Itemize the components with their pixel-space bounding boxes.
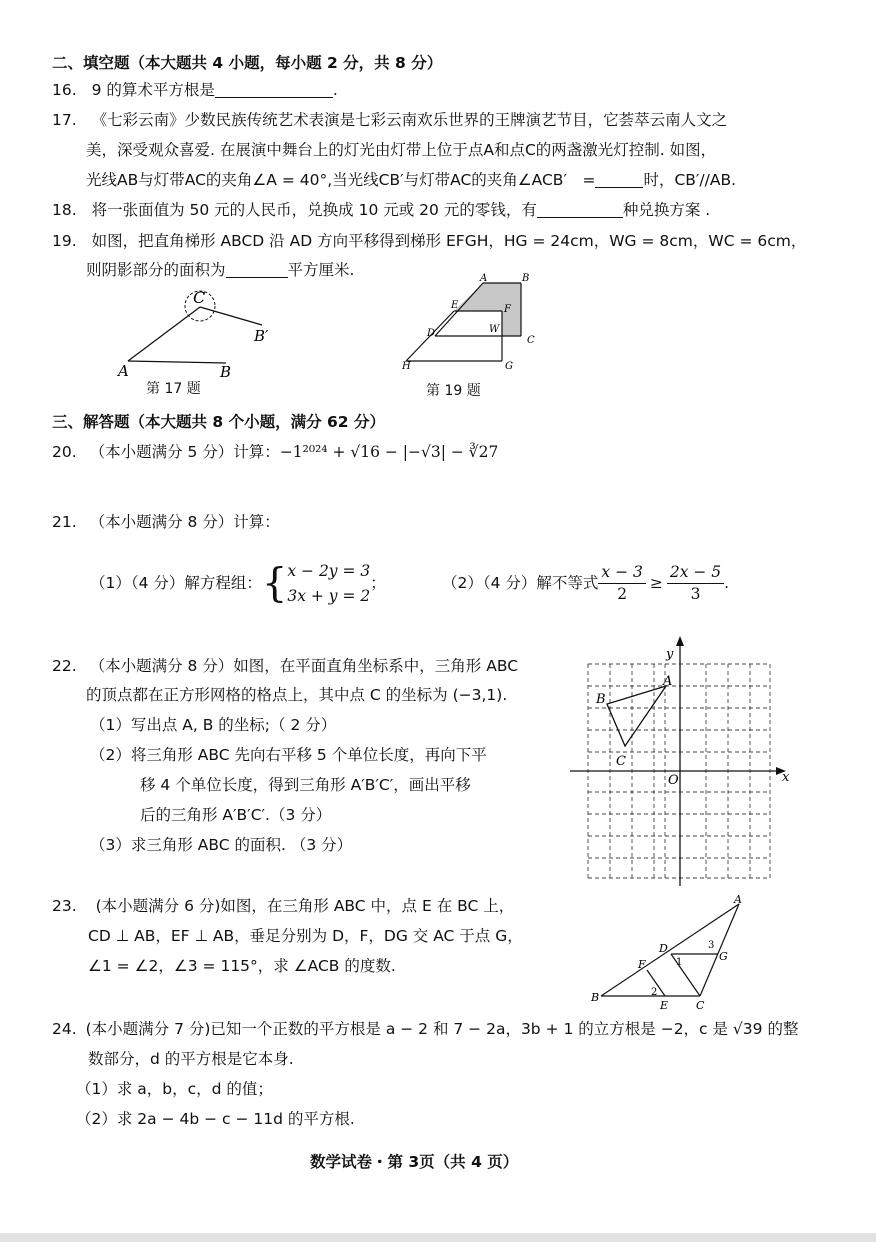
fig19-label-b: B	[522, 273, 530, 284]
q16-number: 16.	[52, 81, 77, 99]
q17-number: 17.	[52, 111, 77, 129]
coordinate-grid	[566, 634, 796, 890]
grid-label-b: B	[596, 692, 606, 707]
q17-line-3	[86, 169, 736, 191]
q16-answer-blank	[215, 81, 333, 98]
section-3-title: 三、解答题（本大题共 8 个小题，满分 62 分）	[52, 413, 385, 431]
fraction-2-denominator: 3	[690, 585, 701, 603]
fig17-label-c: C	[193, 288, 206, 307]
q22-text-2: 的顶点都在正方形网格的格点上，其中点 C 的坐标为 (−3,1).	[86, 686, 508, 704]
grid-label-y: y	[666, 647, 674, 662]
page-footer: 数学试卷・第 3页（共 4 页）	[310, 1153, 519, 1171]
fig23-label-angle-2: 2	[651, 987, 658, 998]
fraction-1-denominator: 2	[617, 585, 628, 603]
q21-part-2	[442, 557, 729, 609]
q21-number: 21.	[52, 513, 77, 531]
equation-1: x − 2y = 3	[287, 561, 371, 580]
fig23-label-d: D	[659, 942, 668, 955]
q17-text-3b: 时，CB′//AB.	[643, 171, 737, 189]
q24-number: 24.	[52, 1020, 77, 1038]
q17-text-3a: 光线AB与灯带AC的夹角∠A = 40°,当光线CB′与灯带AC的夹角∠ACB′ =	[86, 171, 596, 189]
q19-text-2a: 则阴影部分的面积为	[86, 261, 226, 279]
fig19-label-e: E	[451, 300, 459, 311]
q18-number: 18.	[52, 201, 77, 219]
q24-part-2: （2）求 2a − 4b − c − 11d 的平方根.	[76, 1110, 355, 1128]
fig19-caption: 第 19 题	[426, 383, 481, 399]
q22-text-1: （本小题满分 8 分）如图，在平面直角坐标系中，三角形 ABC	[89, 657, 519, 675]
fig17-label-a: A	[118, 362, 129, 380]
fig17-caption: 第 17 题	[146, 381, 201, 397]
fig23-label-angle-1: 1	[676, 957, 683, 968]
q20-number: 20.	[52, 443, 77, 461]
q21-separator: ；	[370, 574, 386, 592]
fraction-2-numerator: 2x − 5	[667, 562, 724, 584]
q23-text-2: CD ⊥ AB，EF ⊥ AB，垂足分别为 D，F，DG 交 AC 于点 G，	[88, 927, 523, 945]
fig19-label-w: W	[489, 324, 500, 335]
grid-label-origin: O	[668, 773, 679, 788]
fig23-label-c: C	[696, 999, 705, 1012]
fig23-label-g: G	[719, 950, 728, 963]
q17-text-2: 美，深受观众喜爱. 在展演中舞台上的灯光由灯带上位于点A和点C的两盏激光灯控制. 如图，	[86, 141, 717, 159]
equation-2: 3x + y = 2	[287, 586, 371, 605]
q19-answer-blank	[226, 261, 288, 278]
fig19-label-g: G	[505, 361, 513, 372]
question-21	[52, 511, 280, 533]
q20-text: （本小题满分 5 分）计算：	[89, 443, 280, 461]
equation-system	[287, 559, 370, 609]
q18-text-b: 种兑换方案 .	[622, 201, 711, 219]
fig23-label-f: F	[638, 958, 646, 971]
q22-text-7: （3）求三角形 ABC 的面积. （3 分）	[90, 836, 353, 854]
grid-label-x: x	[782, 770, 790, 785]
q21-part-2-label: （2）（4 分）解不等式	[442, 574, 599, 592]
figure-23	[584, 890, 750, 1014]
fig19-label-d: D	[427, 328, 436, 339]
q21-text: （本小题满分 8 分）计算：	[89, 513, 280, 531]
q22-number: 22.	[52, 657, 77, 675]
figure-17	[110, 284, 280, 384]
figure-19	[396, 270, 546, 376]
fig19-label-a: A	[480, 273, 488, 284]
question-17-line-1	[52, 109, 727, 131]
ge-sign: ≥	[649, 574, 663, 592]
q20-expression: −1²⁰²⁴ + √16 − |−√3| − ∛27	[279, 443, 499, 461]
q21-part-1	[90, 555, 386, 611]
q21-part-1-label: （1）（4 分）解方程组：	[90, 574, 262, 592]
system-brace: {	[261, 560, 288, 607]
q19-number: 19.	[52, 232, 77, 250]
q21-end-dot: .	[724, 574, 730, 592]
question-19-line-1	[52, 230, 806, 252]
fig19-label-c: C	[527, 335, 535, 346]
bottom-scroll-strip	[0, 1233, 876, 1242]
fraction-1-numerator: x − 3	[598, 562, 645, 584]
q17-text-1: 《七彩云南》少数民族传统艺术表演是七彩云南欢乐世界的王牌演艺节目，它荟萃云南人文之	[91, 111, 728, 129]
question-23-line-1	[52, 895, 514, 917]
q23-text-3: ∠1 = ∠2，∠3 = 115°，求 ∠ACB 的度数.	[88, 957, 396, 975]
fraction-2	[667, 562, 724, 605]
q22-text-4: （2）将三角形 ABC 先向右平移 5 个单位长度，再向下平	[90, 746, 487, 764]
fraction-1	[598, 562, 645, 605]
q24-text-2: 数部分，d 的平方根是它本身.	[88, 1050, 294, 1068]
section-2-title: 二、填空题（本大题共 4 小题，每小题 2 分，共 8 分）	[52, 54, 443, 72]
grid-label-a: A	[663, 674, 673, 689]
q22-text-6: 后的三角形 A′B′C′.（3 分）	[140, 806, 332, 824]
q18-answer-blank	[537, 201, 623, 218]
q24-part-1: （1）求 a，b，c，d 的值；	[76, 1080, 273, 1098]
grid-label-c: C	[616, 754, 626, 769]
q19-text-2b: 平方厘米.	[287, 261, 355, 279]
fig23-label-b: B	[591, 991, 600, 1004]
q16-text: 9 的算术平方根是	[91, 81, 215, 99]
q17-answer-blank	[595, 171, 643, 188]
question-22-line-1	[52, 655, 518, 677]
fig19-label-f: F	[504, 304, 511, 315]
question-18	[52, 199, 710, 221]
q24-text-1: (本小题满分 7 分)已知一个正数的平方根是 a − 2 和 7 − 2a，3b + 1 的立方根是 −2，c 是 √39 的整	[85, 1020, 799, 1038]
q23-text-1: (本小题满分 6 分)如图，在三角形 ABC 中，点 E 在 BC 上，	[95, 897, 515, 915]
question-20	[52, 441, 498, 463]
fig17-label-b-prime: B′	[254, 327, 269, 345]
q23-number: 23.	[52, 897, 77, 915]
fig19-label-h: H	[402, 361, 411, 372]
question-16	[52, 79, 338, 101]
q22-text-5: 移 4 个单位长度，得到三角形 A′B′C′，画出平移	[140, 776, 471, 794]
question-24-line-1	[52, 1018, 798, 1040]
q18-text-a: 将一张面值为 50 元的人民币，兑换成 10 元或 20 元的零钱，有	[91, 201, 537, 219]
q19-line-2	[86, 259, 354, 281]
q16-end: .	[332, 81, 338, 99]
fig17-label-b: B	[220, 363, 232, 381]
fig23-label-a: A	[734, 893, 742, 906]
q22-text-3: （1）写出点 A, B 的坐标;（ 2 分）	[90, 716, 337, 734]
fig23-label-angle-3: 3	[708, 940, 715, 951]
fig23-label-e: E	[660, 999, 669, 1012]
q19-text-1: 如图，把直角梯形 ABCD 沿 AD 方向平移得到梯形 EFGH，HG = 24cm，WG = 8cm，WC = 6cm，	[91, 232, 807, 250]
